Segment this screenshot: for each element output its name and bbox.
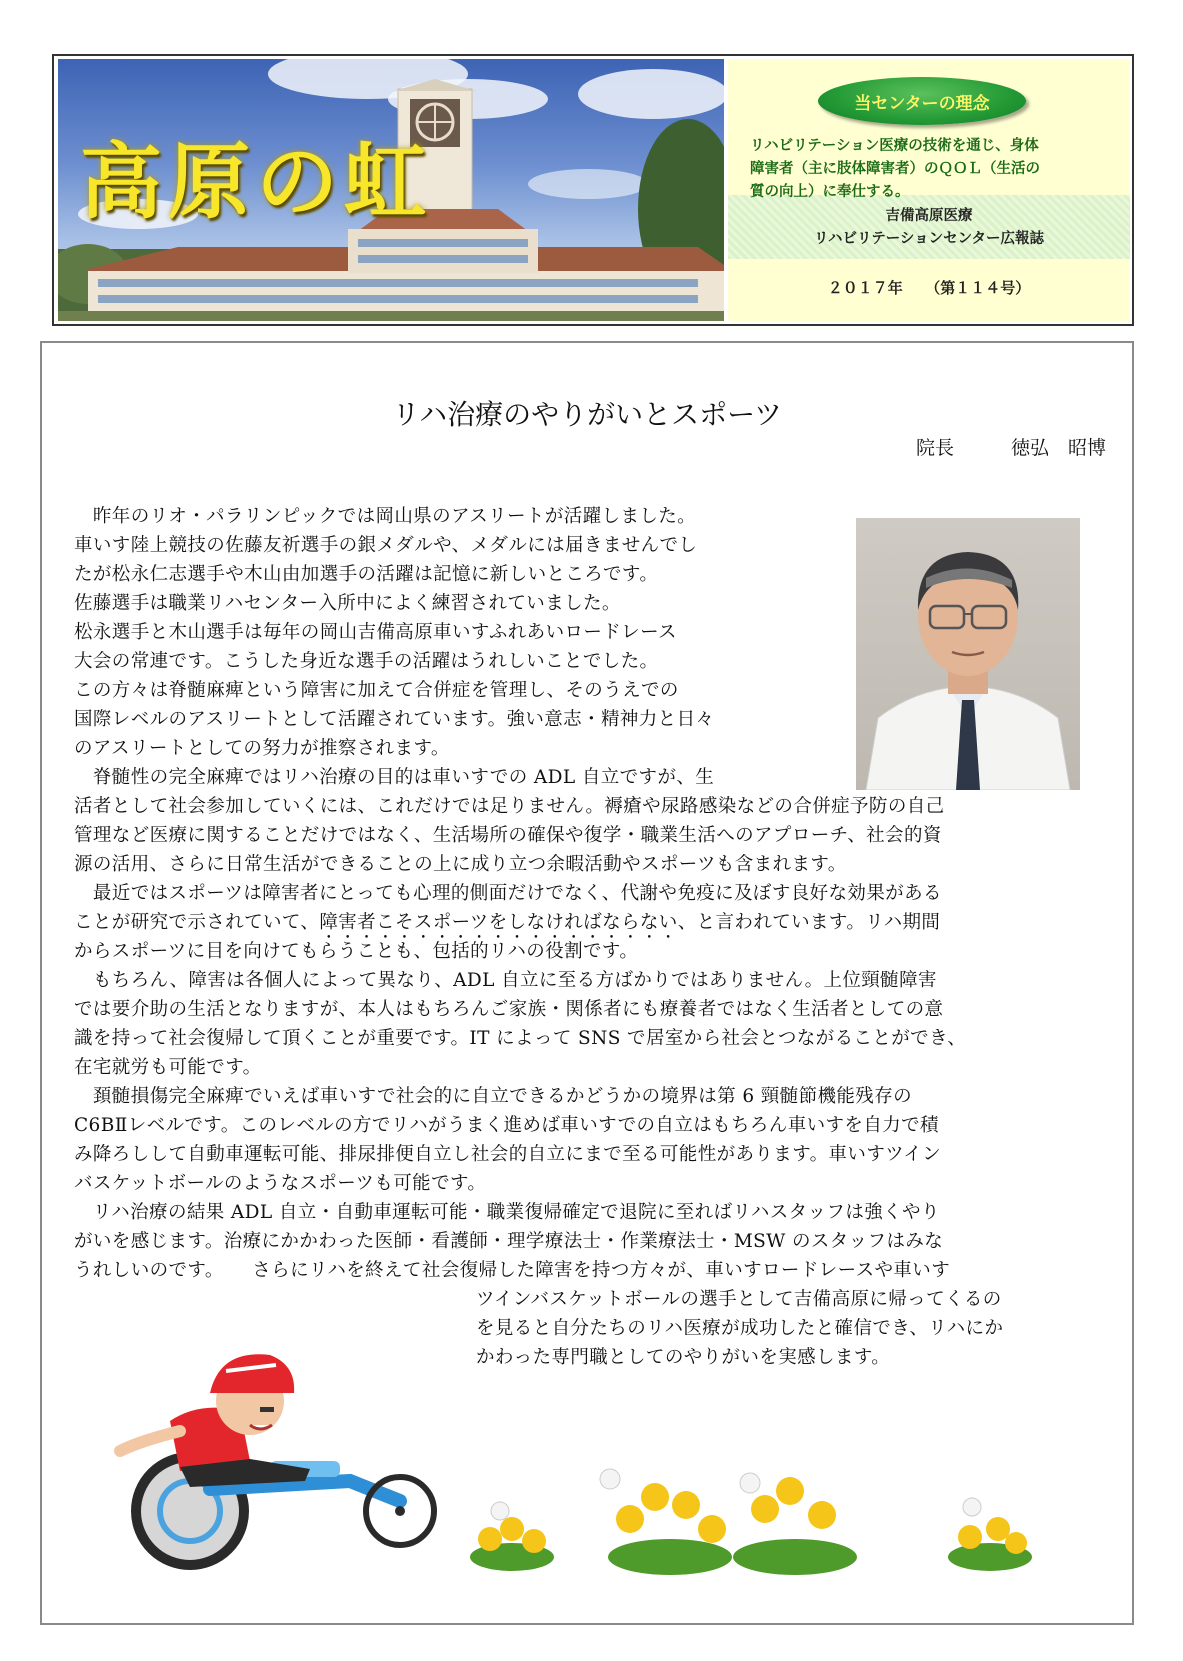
dandelion-illustration — [450, 1439, 1090, 1589]
article-line: もちろん、障害は各個人によって異なり、ADL 自立に至る方ばかりではありません。上位頸髄障害 — [74, 970, 937, 991]
article-line: のアスリートとしての努力が推察されます。 — [74, 738, 450, 759]
motto-line: リハビリテーション医療の技術を通じ、身体 — [750, 138, 1039, 154]
article-line: み降ろしして自動車運転可能、排尿排便自立し社会的自立にまで至る可能性があります。車いすツイン — [74, 1144, 941, 1165]
motto-badge: 当センターの理念 — [818, 77, 1026, 125]
wheelchair-racer-illustration — [100, 1341, 460, 1571]
article-line: C6BⅡレベルです。このレベルの方でリハがうまく進めば車いすでの自立はもちろん車いすを自力で積 — [74, 1115, 939, 1136]
article-box — [40, 341, 1134, 1625]
newsletter-masthead: 高原の虹 — [80, 134, 433, 230]
issue-number: ２０１７年 （第１１４号） — [827, 279, 1031, 297]
article-line: この方々は脊髄麻痺という障害に加えて合併症を管理し、そのうえでの — [74, 680, 679, 701]
motto-text — [750, 135, 1122, 204]
article-line: では要介助の生活となりますが、本人はもちろんご家族・関係者にも療養者ではなく生活者としての意 — [74, 999, 944, 1020]
article-title: リハ治療のやりがいとスポーツ — [391, 398, 783, 431]
article-line: 佐藤選手は職業リハセンター入所中によく練習されていました。 — [74, 593, 621, 614]
article-line: 昨年のリオ・パラリンピックでは岡山県のアスリートが活躍しました。 — [74, 506, 697, 527]
article-line: 管理など医療に関することだけではなく、生活場所の確保や復学・職業生活へのアプローチ、社会的資 — [74, 825, 942, 846]
article-line: バスケットボールのようなスポーツも可能です。 — [74, 1173, 487, 1194]
hospital-building-photo — [58, 59, 724, 321]
article-line: ツインバスケットボールの選手として吉備高原に帰ってくるの — [476, 1289, 1002, 1310]
article-line-part: 、と言われています。リハ期間 — [677, 912, 941, 933]
article-line: からスポーツに目を向けてもらうことも、包括的リハの役割です。 — [74, 941, 639, 962]
article-line: を見ると自分たちのリハ医療が成功したと確信でき、リハにか — [476, 1318, 1004, 1339]
article-line: 脊髄性の完全麻痺ではリハ治療の目的は車いすでの ADL 自立ですが、生 — [74, 767, 715, 788]
publisher-line: 吉備高原医療 — [885, 208, 973, 224]
article-line: 松永選手と木山選手は毎年の岡山吉備高原車いすふれあいロードレース — [74, 622, 677, 643]
article-line: 源の活用、さらに日常生活ができることの上に成り立つ余暇活動やスポーツも含まれます。 — [74, 854, 847, 875]
director-portrait-photo — [856, 518, 1080, 790]
header-info-panel — [728, 59, 1130, 321]
article-line: 大会の常連です。こうした身近な選手の活躍はうれしいことでした。 — [74, 651, 659, 672]
emphasized-phrase: 障害者こそスポーツをしなければならない — [319, 912, 678, 933]
article-line: 最近ではスポーツは障害者にとっても心理的側面だけでなく、代謝や免疫に及ぼす良好な効果がある — [74, 883, 942, 904]
article-line: リハ治療の結果 ADL 自立・自動車運転可能・職業復帰確定で退院に至ればリハスタッフは強くやり — [74, 1202, 940, 1223]
newsletter-header — [52, 54, 1134, 326]
article-byline: 院長 徳弘 昭博 — [915, 437, 1106, 459]
article-line: 車いす陸上競技の佐藤友祈選手の銀メダルや、メダルには届きませんでし — [74, 535, 698, 556]
motto-line: 質の向上）に奉仕する。 — [750, 184, 910, 200]
article-line-part: ことが研究で示されていて、 — [74, 912, 320, 933]
article-line: 活者として社会参加していくには、これだけでは足りません。褥瘡や尿路感染などの合併症予防の自己 — [74, 796, 945, 817]
article-line: 在宅就労も可能です。 — [74, 1057, 262, 1078]
article-line: 国際レベルのアスリートとして活躍されています。強い意志・精神力と日々 — [74, 709, 715, 730]
motto-line: 障害者（主に肢体障害者）のＱＯＬ（生活の — [750, 161, 1040, 177]
article-line: 頚髄損傷完全麻痺でいえば車いすで社会的に自立できるかどうかの境界は第 6 頸髄節機能残存の — [74, 1086, 912, 1107]
article-line: たが松永仁志選手や木山由加選手の活躍は記憶に新しいところです。 — [74, 564, 659, 585]
publisher-name — [728, 205, 1130, 251]
article-line: がいを感じます。治療にかかわった医師・看護師・理学療法士・作業療法士・MSW のスタッフはみな — [74, 1231, 944, 1252]
article-line: うれしいのです。 さらにリハを終えて社会復帰した障害を持つ方々が、車いすロードレースや車いす — [74, 1260, 951, 1281]
article-line: 識を持って社会復帰して頂くことが重要です。IT によって SNS で居室から社会とつながることができ、 — [74, 1028, 967, 1049]
publisher-line: リハビリテーションセンター広報誌 — [813, 231, 1045, 247]
article-line: かわった専門職としてのやりがいを実感します。 — [476, 1347, 891, 1368]
